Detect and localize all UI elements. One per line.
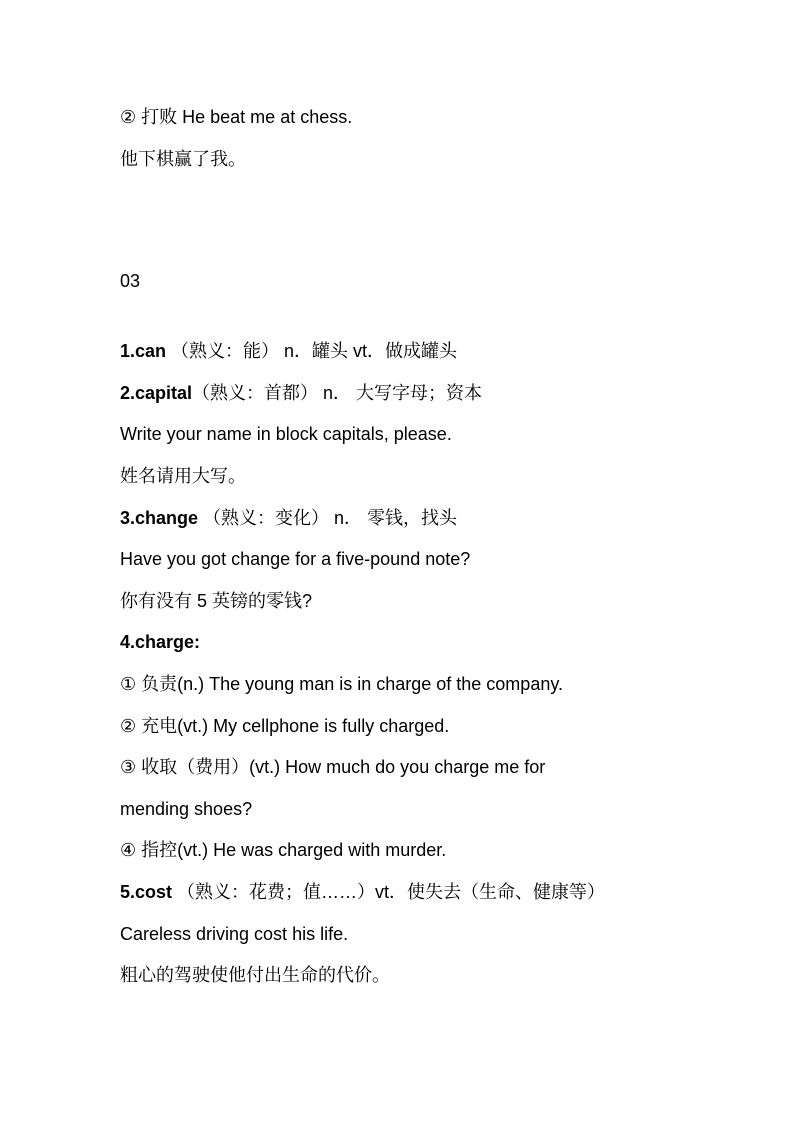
entry-headword: 1.can	[120, 341, 167, 361]
entry-charge: 4.charge:	[120, 632, 201, 652]
entry-definition: （熟义：能） n．罐头 vt．做成罐头	[166, 341, 458, 361]
translation-line: 他下棋赢了我。	[120, 149, 246, 169]
translation-line: 姓名请用大写。	[120, 466, 246, 486]
entry-cost	[120, 880, 605, 904]
entry-capital	[120, 381, 482, 405]
entry-definition: （熟义：花费；值……）vt．使失去（生命、健康等）	[172, 882, 606, 902]
entry-headword: 5.cost	[120, 882, 173, 902]
entry-can	[120, 339, 457, 363]
example-sentence: Write your name in block capitals, please.	[120, 424, 452, 444]
entry-definition: （熟义：首都） n． 大写字母；资本	[192, 383, 483, 403]
translation-line: 你有没有 5 英镑的零钱?	[120, 591, 313, 611]
entry-change	[120, 506, 457, 530]
sense-line: ① 负责(n.) The young man is in charge of the company.	[120, 674, 564, 694]
sense-line-continued: mending shoes?	[120, 799, 253, 819]
sense-line: ② 打败 He beat me at chess.	[120, 107, 353, 127]
section-number: 03	[120, 271, 141, 291]
entry-definition: （熟义：变化） n． 零钱，找头	[198, 508, 458, 528]
sense-line: ② 充电(vt.) My cellphone is fully charged.	[120, 716, 450, 736]
translation-line: 粗心的驾驶使他付出生命的代价。	[120, 965, 390, 985]
example-sentence: Careless driving cost his life.	[120, 924, 349, 944]
entry-headword: 3.change	[120, 508, 199, 528]
sense-line: ④ 指控(vt.) He was charged with murder.	[120, 840, 447, 860]
entry-headword: 2.capital	[120, 383, 193, 403]
example-sentence: Have you got change for a five-pound note?	[120, 549, 471, 569]
sense-line: ③ 收取（费用）(vt.) How much do you charge me for	[120, 757, 546, 777]
